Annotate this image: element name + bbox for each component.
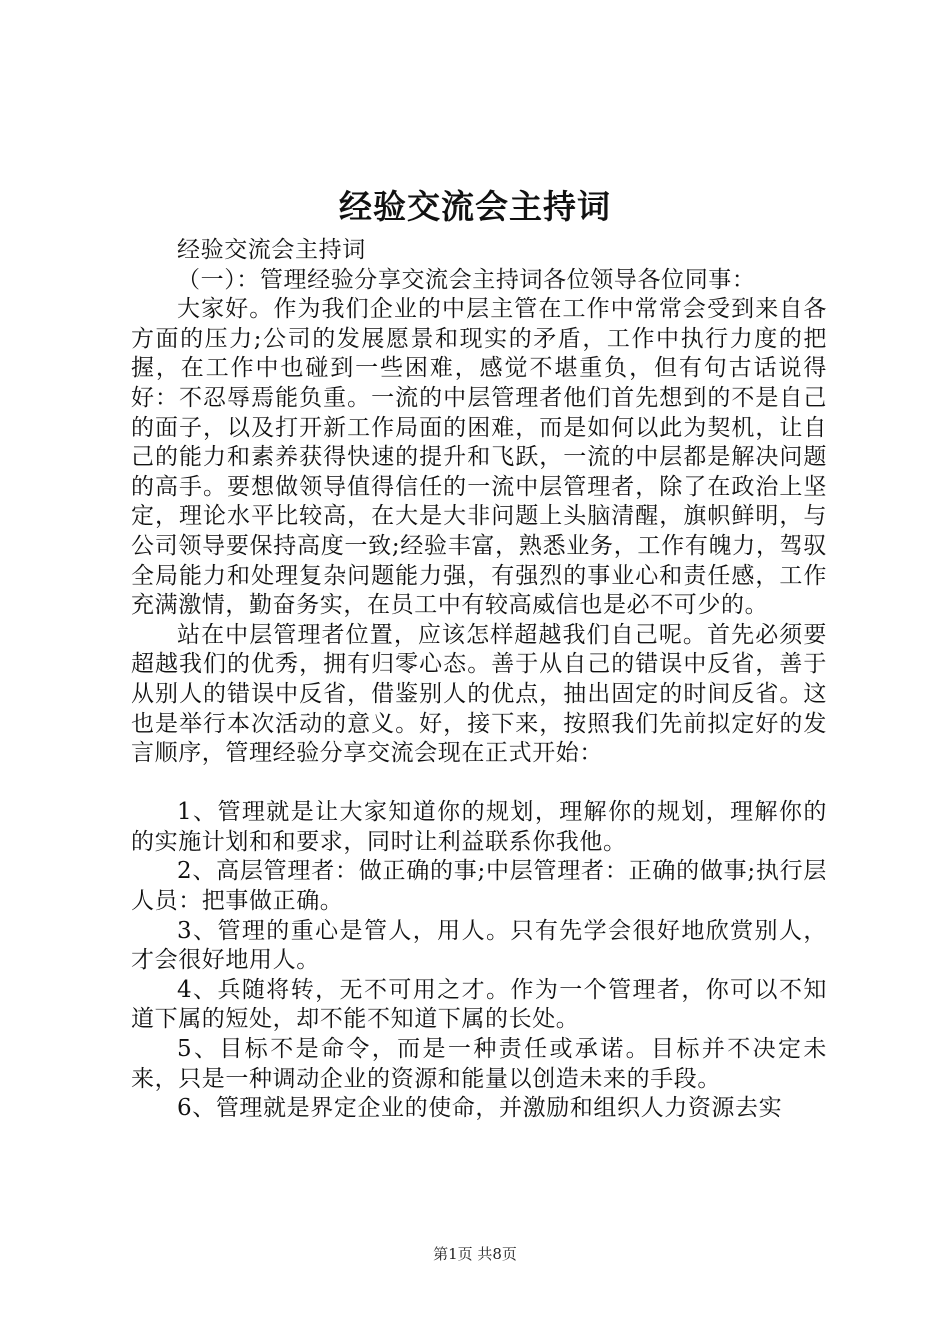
list-item: 6、管理就是界定企业的使命，并激励和组织人力资源去实 xyxy=(177,1095,783,1122)
list-item: 2、高层管理者：做正确的事;中层管理者：正确的做事;执行层人员：把事做正确。 xyxy=(131,858,827,915)
paragraph-section-heading: （一）：管理经验分享交流会主持词各位领导各位同事： xyxy=(177,266,756,293)
page-footer: 第1页 共8页 xyxy=(433,1245,517,1263)
paragraph-subtitle: 经验交流会主持词 xyxy=(177,237,366,263)
blank-line xyxy=(131,769,827,799)
list-item: 1、管理就是让大家知道你的规划，理解你的规划，理解你的的实施计划和和要求，同时让利益联系你我他。 xyxy=(131,799,827,855)
paragraph-greeting: 大家好。作为我们企业的中层主管在工作中常常会受到来自各方面的压力;公司的发展愿景和现实的矛盾，工作中执行力度的把握，在工作中也碰到一些困难，感觉不堪重负，但有句古话说得好：不忍辱焉能负重。一流的中层管理者他们首先想到的不是自己的面子，以及打开新工作局面的困难，而是如何以此为契机，让自己的能力和素养获得快速的提升和飞跃，一流的中层都是解决问题的高手。要想做领导值得信任的一流中层管理者，除了在政治上坚定，理论水平比较高，在大是大非问题上头脑清醒，旗帜鲜明，与公司领导要保持高度一致;经验丰富，熟悉业务，工作有魄力，驾驭全局能力和处理复杂问题能力强，有强烈的事业心和责任感，工作充满激情，勤奋务实，在员工中有较高威信也是必不可少的。 xyxy=(131,296,827,619)
list-item: 5、目标不是命令，而是一种责任或承诺。目标并不决定未来，只是一种调动企业的资源和能量以创造未来的手段。 xyxy=(131,1036,827,1092)
paragraph-transition: 站在中层管理者位置，应该怎样超越我们自己呢。首先必须要超越我们的优秀，拥有归零心态。善于从自己的错误中反省，善于从别人的错误中反省，借鉴别人的优点，抽出固定的时间反省。这也是举行本次活动的意义。好，接下来，按照我们先前拟定好的发言顺序，管理经验分享交流会现在正式开始： xyxy=(131,621,827,767)
document-body xyxy=(131,236,827,1124)
list-item: 4、兵随将转，无不可用之才。作为一个管理者，你可以不知道下属的短处，却不能不知道下属的长处。 xyxy=(131,976,827,1033)
list-item: 3、管理的重心是管人，用人。只有先学会很好地欣赏别人，才会很好地用人。 xyxy=(131,917,827,974)
document-title: 经验交流会主持词 xyxy=(339,187,611,226)
